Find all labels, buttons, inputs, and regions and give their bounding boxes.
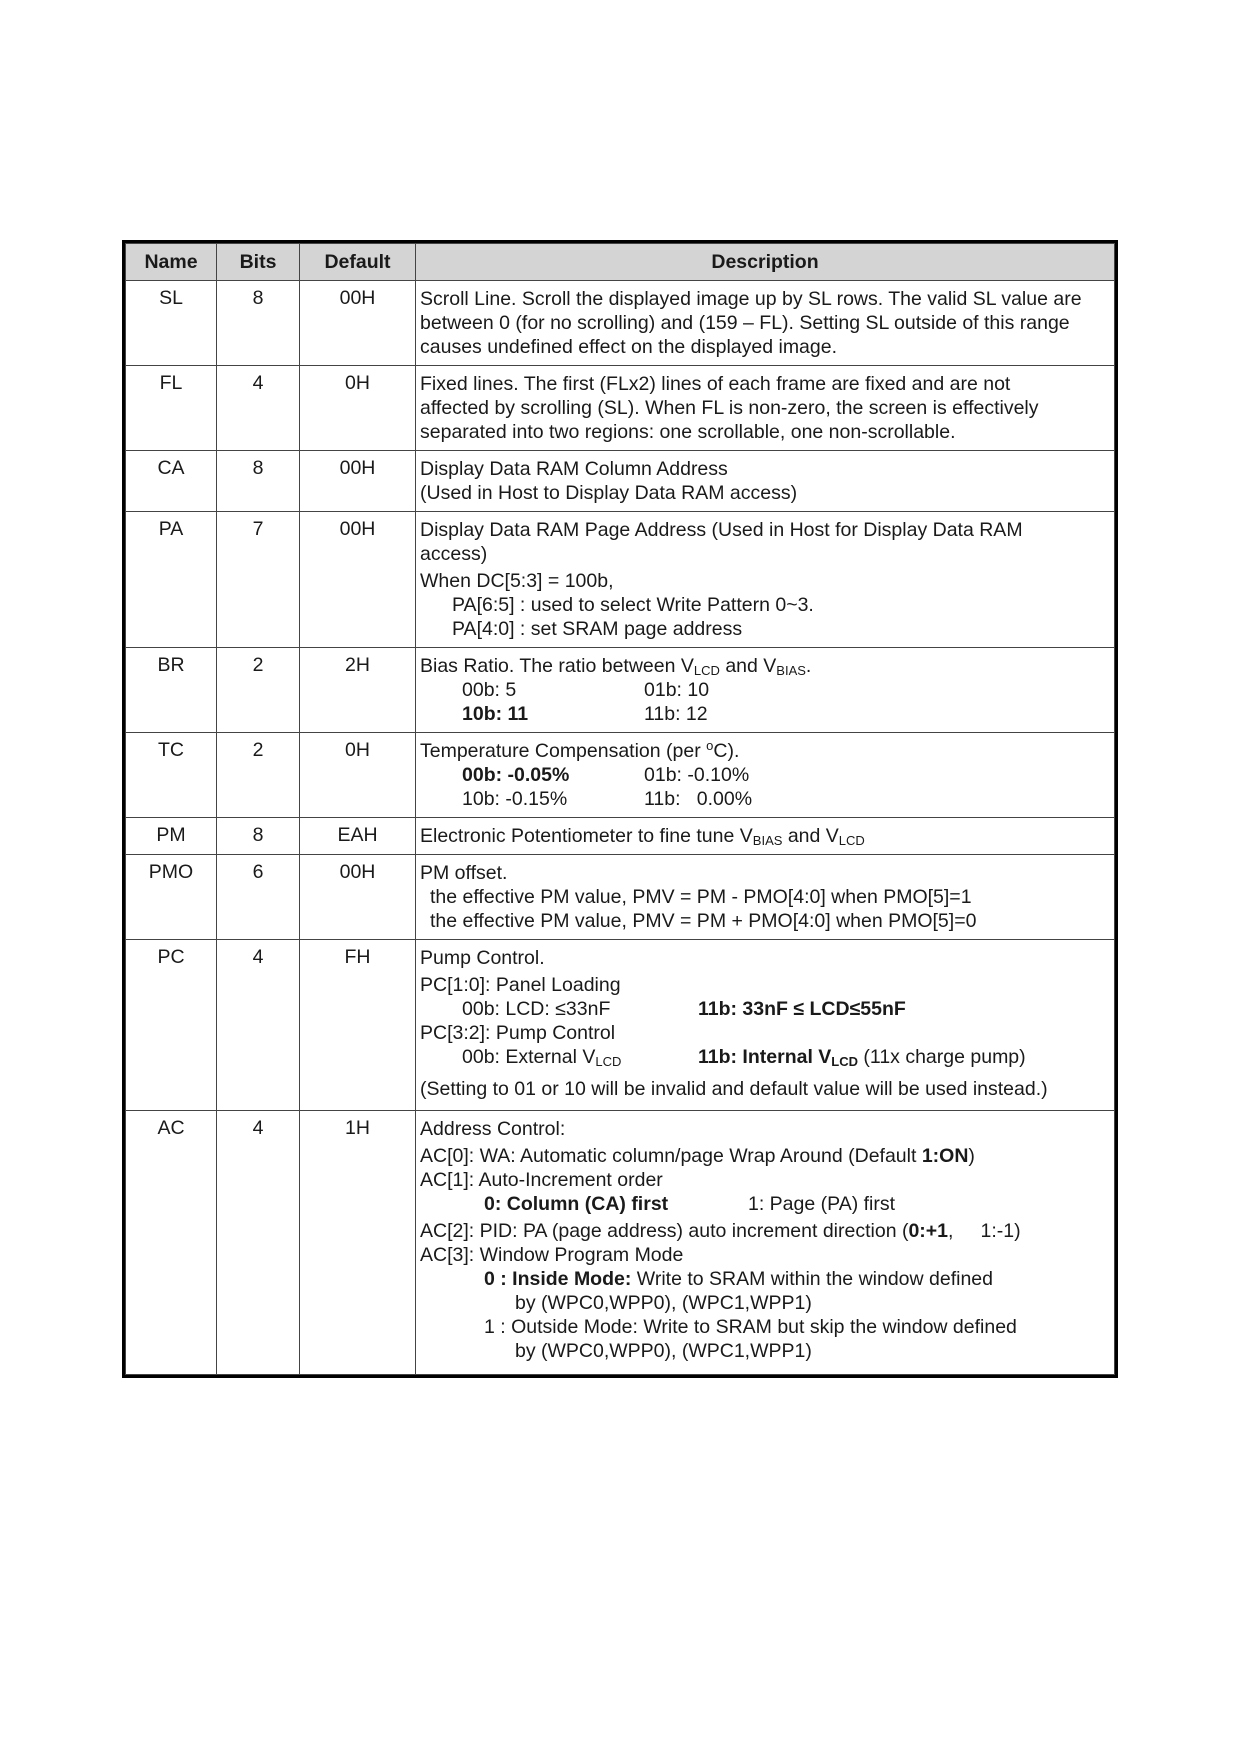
cell-default: 00H xyxy=(300,451,416,512)
cell-description xyxy=(416,648,1115,733)
desc-line: When DC[5:3] = 100b, xyxy=(420,570,614,592)
cell-default: EAH xyxy=(300,818,416,855)
option: 00b: LCD: ≤33nF xyxy=(462,998,611,1020)
cell-name: PMO xyxy=(126,855,217,940)
table-row xyxy=(126,366,1115,451)
option: 10b: -0.15% xyxy=(462,788,568,810)
cell-name: SL xyxy=(126,281,217,366)
desc-line: causes undefined effect on the displayed image. xyxy=(420,336,838,358)
superscript: o xyxy=(706,738,714,753)
option-default: 0: Column (CA) first xyxy=(484,1193,669,1215)
cell-default: FH xyxy=(300,940,416,1111)
desc-line: PA[6:5] : used to select Write Pattern 0~3. xyxy=(452,594,814,616)
option-default: 00b: -0.05% xyxy=(462,764,570,786)
text: , 1:-1) xyxy=(948,1220,1021,1242)
desc-line: by (WPC0,WPP0), (WPC1,WPP1) xyxy=(515,1340,812,1362)
desc-line: (Setting to 01 or 10 will be invalid and default value will be used instead.) xyxy=(420,1078,1048,1100)
desc-line: AC[1]: Auto-Increment order xyxy=(420,1169,663,1191)
subscript: LCD xyxy=(693,663,720,678)
option-grid xyxy=(420,763,1110,811)
option-grid xyxy=(420,1192,1110,1216)
text: 1:ON xyxy=(921,1145,969,1167)
desc-line xyxy=(420,739,1110,763)
table-row xyxy=(126,451,1115,512)
option: 00b: 5 xyxy=(462,679,517,701)
option: 01b: -0.10% xyxy=(644,764,750,786)
text: Bias Ratio. The ratio between V xyxy=(420,655,694,677)
cell-description xyxy=(416,451,1115,512)
desc-line: Display Data RAM Page Address (Used in Host for Display Data RAM xyxy=(420,519,1023,541)
cell-description xyxy=(416,818,1115,855)
option: 11b: 12 xyxy=(644,703,708,725)
subscript: LCD xyxy=(595,1054,622,1069)
cell-default: 00H xyxy=(300,512,416,648)
text: AC[0]: WA: Automatic column/page Wrap Around (Default xyxy=(420,1145,922,1167)
option-grid xyxy=(420,997,1110,1021)
text: Electronic Potentiometer to fine tune V xyxy=(420,825,753,847)
text: Write to SRAM within the window defined xyxy=(631,1268,993,1290)
cell-default: 2H xyxy=(300,648,416,733)
text: 00b: External V xyxy=(462,1046,596,1068)
cell-default: 00H xyxy=(300,281,416,366)
header-name: Name xyxy=(126,244,217,281)
option-grid xyxy=(420,1045,1110,1069)
text: and V xyxy=(719,655,777,677)
cell-default: 0H xyxy=(300,733,416,818)
text: 0:+1 xyxy=(908,1220,949,1242)
cell-default: 1H xyxy=(300,1111,416,1375)
desc-line xyxy=(420,1144,1110,1168)
subscript: LCD xyxy=(838,833,865,848)
table-row xyxy=(126,733,1115,818)
desc-line: the effective PM value, PMV = PM + PMO[4:0] when PMO[5]=0 xyxy=(430,910,977,932)
cell-bits: 4 xyxy=(217,366,300,451)
cell-name: FL xyxy=(126,366,217,451)
text: ) xyxy=(968,1145,975,1167)
cell-bits: 6 xyxy=(217,855,300,940)
desc-line xyxy=(420,1267,1110,1291)
desc-line xyxy=(420,824,1110,848)
register-table xyxy=(122,240,1118,1378)
text: 0 : Inside Mode: xyxy=(484,1268,632,1290)
desc-line: between 0 (for no scrolling) and (159 – FL). Setting SL outside of this range xyxy=(420,312,1070,334)
option-default: 11b: 33nF ≤ LCD≤55nF xyxy=(698,998,906,1020)
cell-name: PM xyxy=(126,818,217,855)
header-bits: Bits xyxy=(217,244,300,281)
cell-name: BR xyxy=(126,648,217,733)
header-default: Default xyxy=(300,244,416,281)
desc-line xyxy=(420,1219,1110,1243)
table-row xyxy=(126,940,1115,1111)
cell-description xyxy=(416,733,1115,818)
cell-description xyxy=(416,940,1115,1111)
cell-name: PC xyxy=(126,940,217,1111)
cell-name: CA xyxy=(126,451,217,512)
cell-name: AC xyxy=(126,1111,217,1375)
text: and V xyxy=(782,825,839,847)
cell-description xyxy=(416,281,1115,366)
text: C). xyxy=(713,740,740,762)
table-row xyxy=(126,855,1115,940)
desc-line: PM offset. xyxy=(420,862,508,884)
cell-bits: 4 xyxy=(217,940,300,1111)
cell-description xyxy=(416,1111,1115,1375)
cell-description xyxy=(416,366,1115,451)
table-row xyxy=(126,281,1115,366)
option-grid xyxy=(420,678,1110,726)
text: AC[2]: PID: PA (page address) auto increment direction ( xyxy=(420,1220,909,1242)
desc-line: PA[4:0] : set SRAM page address xyxy=(452,618,743,640)
cell-name: TC xyxy=(126,733,217,818)
desc-line: (Used in Host to Display Data RAM access) xyxy=(420,482,798,504)
cell-bits: 8 xyxy=(217,281,300,366)
table-row xyxy=(126,512,1115,648)
desc-line: PC[1:0]: Panel Loading xyxy=(420,974,621,996)
option-default: 10b: 11 xyxy=(462,703,529,725)
option xyxy=(462,1045,698,1069)
table-row xyxy=(126,1111,1115,1375)
cell-bits: 8 xyxy=(217,818,300,855)
desc-line xyxy=(420,654,1110,678)
desc-line: Pump Control. xyxy=(420,947,545,969)
cell-bits: 2 xyxy=(217,733,300,818)
desc-line: affected by scrolling (SL). When FL is non-zero, the screen is effectively xyxy=(420,397,1039,419)
cell-description xyxy=(416,512,1115,648)
desc-line: separated into two regions: one scrollable, one non-scrollable. xyxy=(420,421,956,443)
option: 11b: 0.00% xyxy=(644,788,753,810)
desc-line: 1 : Outside Mode: Write to SRAM but skip the window defined xyxy=(484,1316,1017,1338)
cell-description xyxy=(416,855,1115,940)
header-description: Description xyxy=(416,244,1115,281)
desc-line: AC[3]: Window Program Mode xyxy=(420,1244,684,1266)
text: Temperature Compensation (per xyxy=(420,740,707,762)
option: 1: Page (PA) first xyxy=(748,1193,896,1215)
option-default xyxy=(698,1045,1110,1069)
text: . xyxy=(805,655,812,677)
text: (11x charge pump) xyxy=(858,1046,1026,1068)
desc-line: access) xyxy=(420,543,488,565)
cell-default: 0H xyxy=(300,366,416,451)
cell-bits: 2 xyxy=(217,648,300,733)
cell-bits: 8 xyxy=(217,451,300,512)
cell-bits: 7 xyxy=(217,512,300,648)
desc-line: Scroll Line. Scroll the displayed image up by SL rows. The valid SL value are xyxy=(420,288,1082,310)
register-table-grid xyxy=(125,243,1115,1375)
desc-line: PC[3:2]: Pump Control xyxy=(420,1022,616,1044)
cell-name: PA xyxy=(126,512,217,648)
subscript: BIAS xyxy=(776,663,806,678)
desc-line: Display Data RAM Column Address xyxy=(420,458,728,480)
desc-line: Address Control: xyxy=(420,1118,566,1140)
option: 01b: 10 xyxy=(644,679,710,701)
table-row xyxy=(126,818,1115,855)
text: 11b: Internal V xyxy=(698,1046,832,1068)
desc-line: by (WPC0,WPP0), (WPC1,WPP1) xyxy=(515,1292,812,1314)
desc-line: the effective PM value, PMV = PM - PMO[4:0] when PMO[5]=1 xyxy=(430,886,972,908)
cell-default: 00H xyxy=(300,855,416,940)
subscript: BIAS xyxy=(752,833,783,848)
header-row xyxy=(126,244,1115,281)
cell-bits: 4 xyxy=(217,1111,300,1375)
desc-line: Fixed lines. The first (FLx2) lines of each frame are fixed and are not xyxy=(420,373,1011,395)
subscript: LCD xyxy=(831,1054,859,1069)
table-row xyxy=(126,648,1115,733)
